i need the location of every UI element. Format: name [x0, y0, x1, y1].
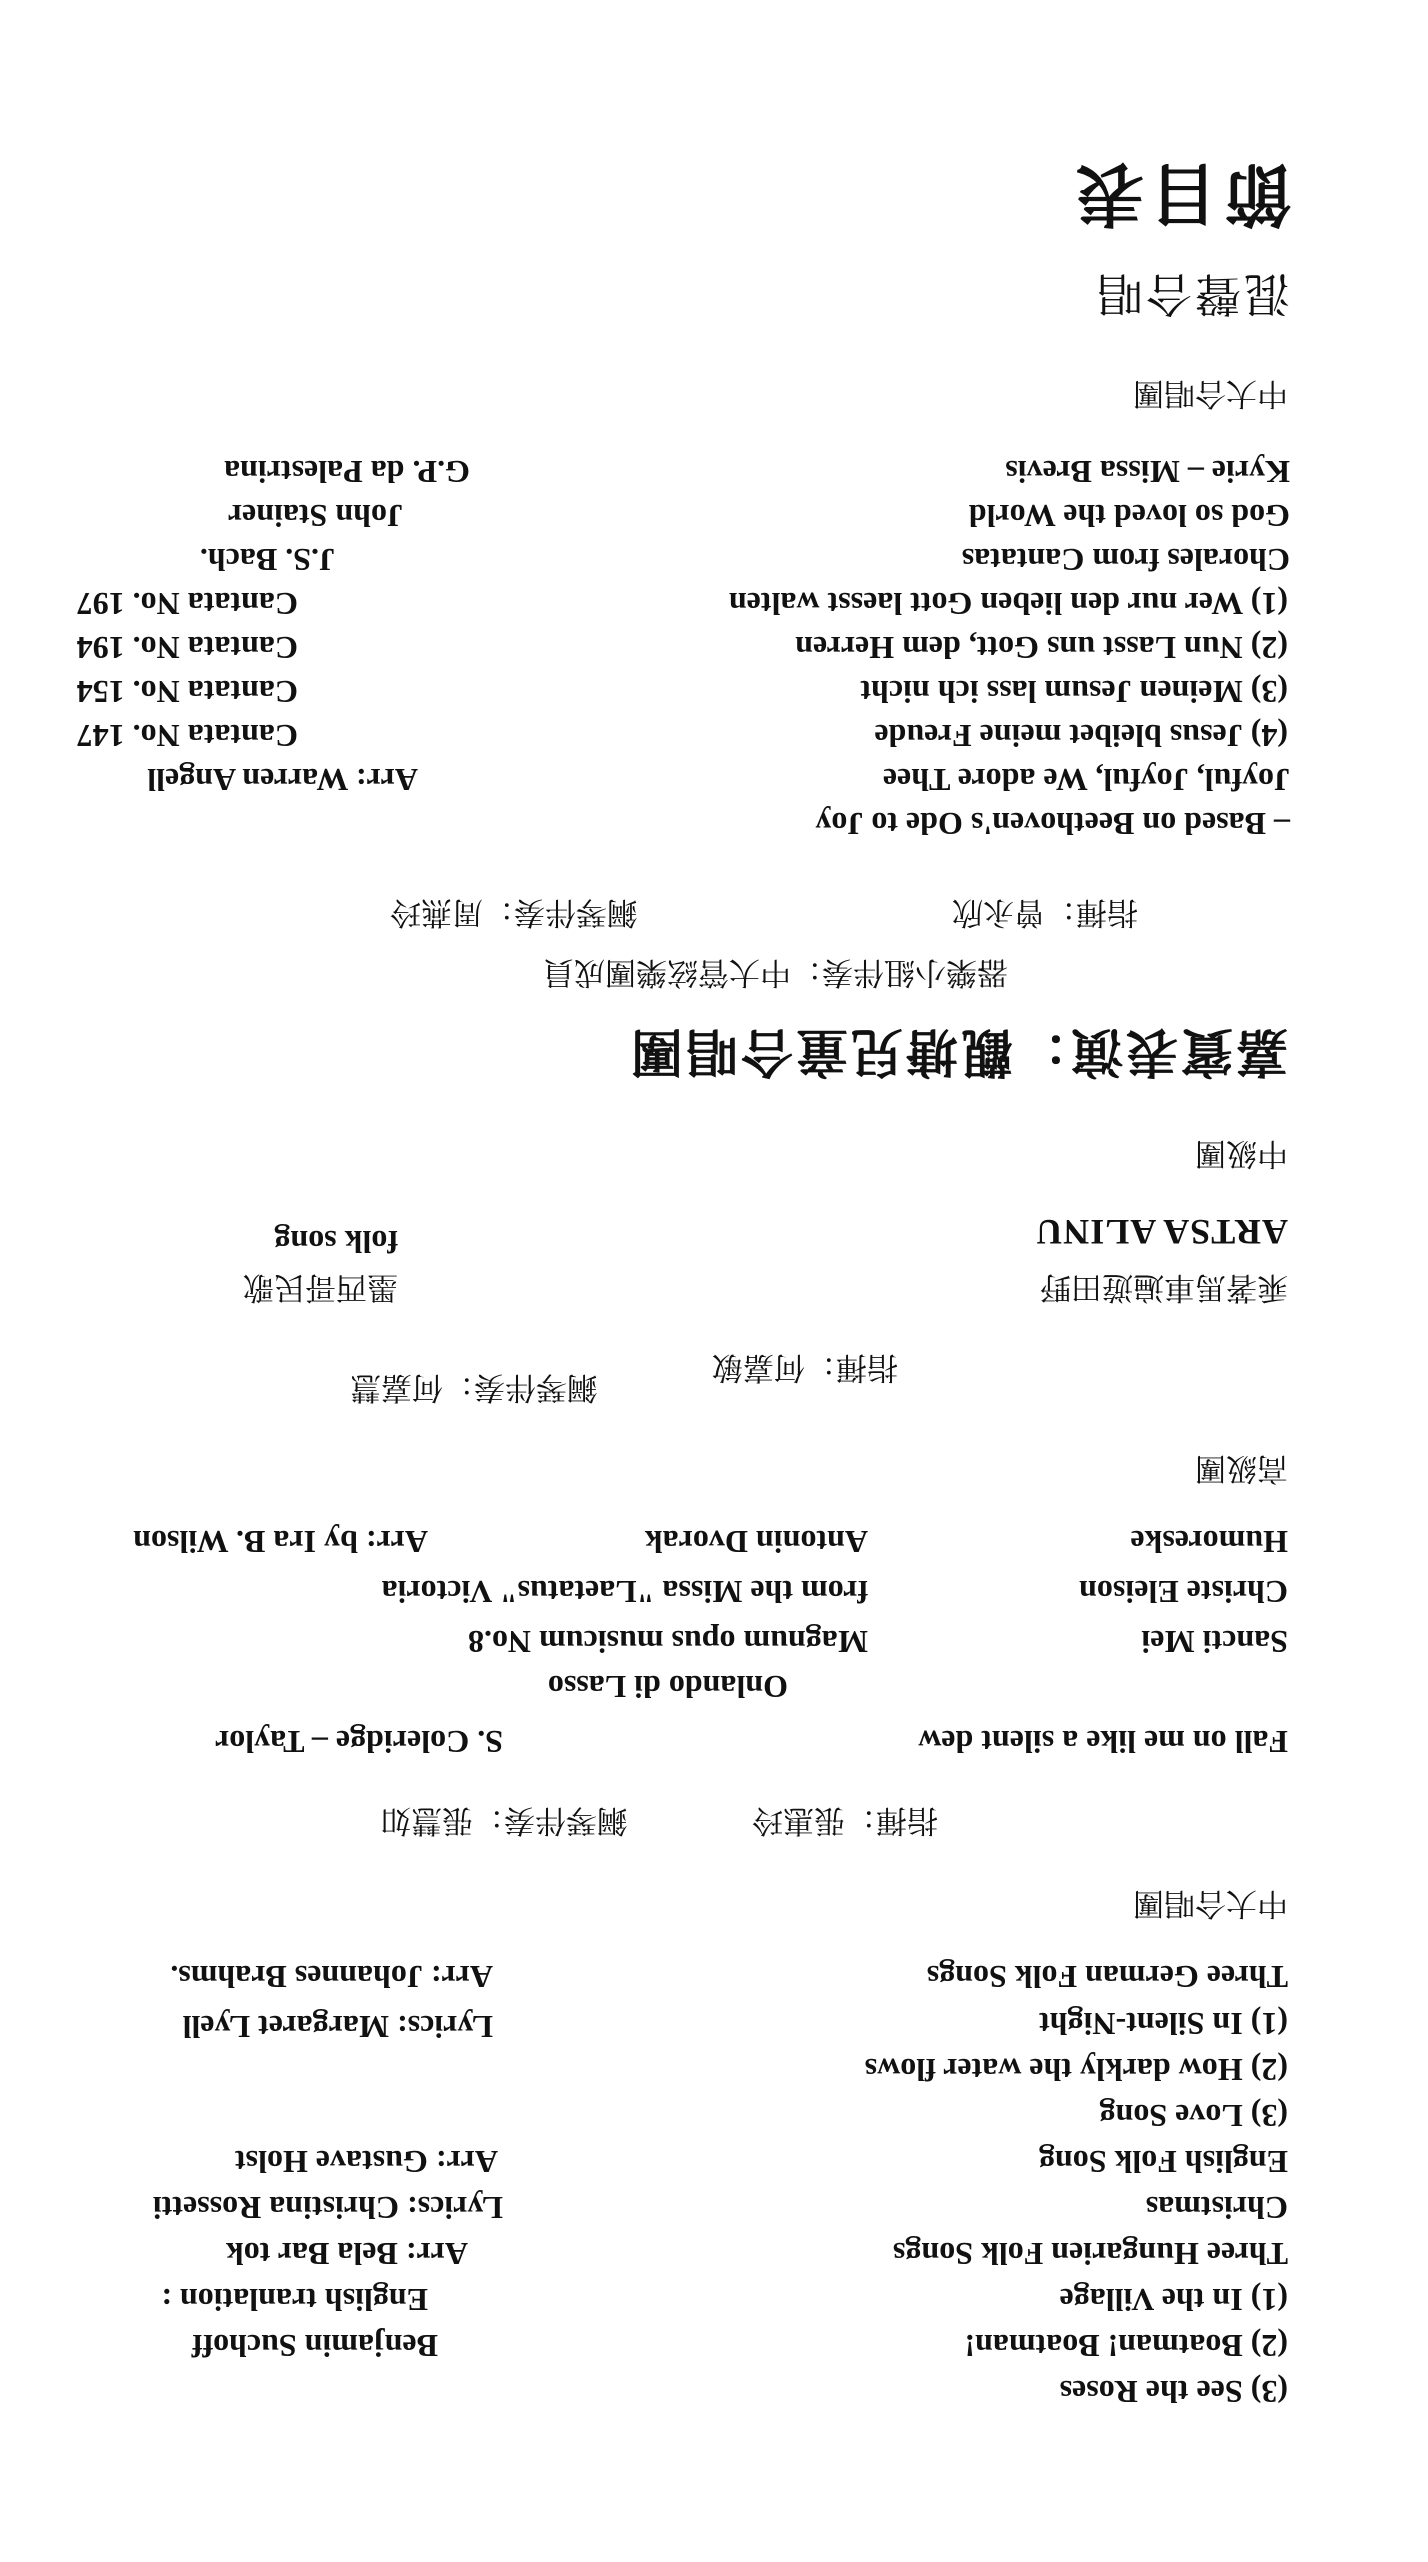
- lyrics-credit: Lyrics: Margaret Lyell: [182, 2009, 493, 2045]
- song-title: ARTSA ALINU: [1035, 1212, 1288, 1252]
- work-title: Three German Folk Songs: [926, 1959, 1288, 1995]
- work-composer: G.P. da Palestrina: [224, 454, 470, 490]
- work-title: Chorales from Cantatas: [961, 542, 1290, 578]
- pianist: 鋼琴伴奏：何嘉慧: [350, 1369, 598, 1405]
- translation-note: English tranlation :: [161, 2282, 428, 2318]
- work-title: Christmas: [1145, 2190, 1288, 2226]
- program-title: 節目表: [1069, 153, 1292, 232]
- chorale-item: (1) Wer nur den lieben Gott laesst walten: [728, 586, 1288, 622]
- group-label-junior: 中級團: [1195, 1135, 1288, 1171]
- song-note: folk song: [274, 1224, 398, 1260]
- work-composer: J.S. Bach.: [199, 542, 335, 578]
- work-title: Kyrie – Missa Brevis: [1005, 454, 1290, 490]
- cantata-number: Cantata No. 154: [76, 674, 298, 710]
- guest-heading: 嘉賓表演：觀塘兒童合唱團: [627, 1021, 1288, 1081]
- conductor: 指揮：曾永欣: [952, 894, 1138, 930]
- lyrics-credit: Lyrics: Christina Rossetti: [152, 2190, 503, 2226]
- work-arranger: Arr: Warren Angell: [147, 762, 418, 798]
- work-arranger: Arr: Johannes Brahms.: [170, 1959, 493, 1995]
- work-composer: Onlando di Lasso: [547, 1669, 788, 1705]
- chorale-item: (3) Meinen Jesum lass ich nicht: [860, 674, 1288, 710]
- translator: Benjamin Suchoff: [191, 2328, 438, 2364]
- work-composer: John Stainer: [227, 498, 403, 534]
- pianist: 鋼琴伴奏：張慧如: [380, 1802, 628, 1838]
- song-item: (2) Boatman! Boatman!: [964, 2328, 1288, 2364]
- work-composer: Antonin Dvorak: [644, 1524, 868, 1560]
- work-title: Three Hungarien Folk Songs: [892, 2236, 1288, 2272]
- song-item: (2) How darkly the water flows: [864, 2052, 1288, 2088]
- work-source: Magnum opus musicum No.8: [467, 1624, 868, 1660]
- song-title: 乘著馬車遍遊田野: [1040, 1269, 1288, 1305]
- work-arranger: Arr: Gustave Holst: [234, 2144, 498, 2180]
- cantata-number: Cantata No. 147: [76, 718, 298, 754]
- song-note: 墨西哥民歌: [243, 1269, 398, 1305]
- work-title: Humoreske: [1130, 1524, 1288, 1560]
- group-label-senior: 高級團: [1195, 1450, 1288, 1486]
- section-heading-mixed-choir: 混聲合唱: [1094, 267, 1290, 321]
- work-title: Joyful, Joyful, We adore Thee: [882, 762, 1290, 798]
- choir-name: 中大合唱團: [1133, 375, 1288, 411]
- work-source: from the Missa "Laetatus" Victoria: [381, 1574, 868, 1610]
- conductor: 指揮：何嘉敏: [712, 1349, 898, 1385]
- work-title: Fall on me like a silent dew: [918, 1724, 1288, 1760]
- work-composer: S. Coleridge – Taylor: [214, 1724, 503, 1760]
- song-item: (3) Love Song: [1099, 2098, 1288, 2134]
- conductor: 指揮：張惠玲: [752, 1802, 938, 1838]
- work-arranger: Arr: by Ira B. Wilson: [133, 1524, 428, 1560]
- pianist: 鋼琴伴奏：周燕玲: [390, 894, 638, 930]
- work-title: God so loved the World: [968, 498, 1290, 534]
- song-item: (1) In the Village: [1059, 2282, 1288, 2318]
- work-arranger: Arr: Bela Bar tok: [225, 2236, 468, 2272]
- cantata-number: Cantata No. 194: [76, 630, 298, 666]
- work-title: Sancti Mei: [1141, 1624, 1288, 1660]
- song-item: (3) See the Roses: [1059, 2374, 1288, 2410]
- work-title: Christe Eleison: [1079, 1574, 1288, 1610]
- chorale-item: (2) Nun Lasst uns Gott, dem Herren: [795, 630, 1288, 666]
- cantata-number: Cantata No. 197: [76, 586, 298, 622]
- choir-name: 中大合唱團: [1133, 1885, 1288, 1921]
- work-title: English Folk Song: [1039, 2144, 1288, 2180]
- work-note: – Based on Beethoven's Ode to Joy: [815, 806, 1290, 842]
- song-item: (1) In Silent-Night: [1039, 2006, 1288, 2042]
- ensemble: 器樂小組伴奏：中大管絃樂團成員: [543, 954, 1008, 990]
- chorale-item: (4) Jesus bleibet meine Freude: [874, 718, 1288, 754]
